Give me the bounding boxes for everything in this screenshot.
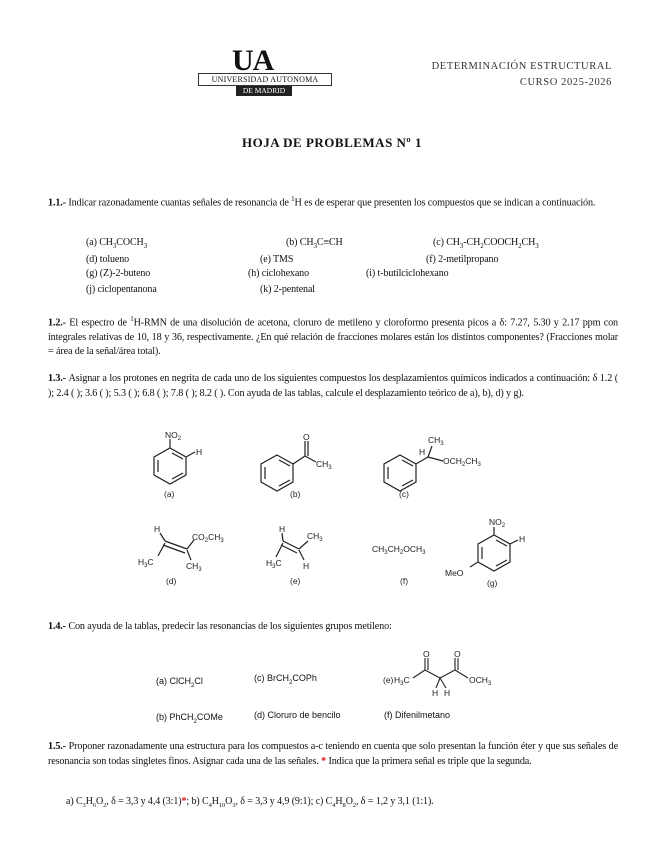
svg-text:CO2CH3: $CO_2CH_3$ xyxy=(192,532,224,544)
struct-g-label: (g) xyxy=(487,578,498,588)
svg-text:NO2: $NO_2$ xyxy=(489,517,506,529)
compound-a: (a) $CH_3COCH_3$ xyxy=(86,237,148,250)
svg-text:H: H xyxy=(154,524,161,534)
problem-1-1-text-b: H es de esperar que presenten los compuestos que se indican a continuación. xyxy=(294,197,596,209)
struct-d-label: (d) xyxy=(166,576,177,586)
course-year: CURSO 2025-2026 xyxy=(519,77,612,88)
compound-g: (g) (Z)-2-buteno xyxy=(86,268,151,279)
logo-ua: UA xyxy=(232,44,274,77)
svg-text:H3C: $H_3C$ xyxy=(266,558,282,570)
svg-text:O: O xyxy=(303,432,310,442)
svg-text:O: O xyxy=(454,649,461,659)
problem-1-5-compounds: a) $C_3H_6O_2$, δ = 3,3 y 4,4 (3:1)*; b) $C_4H_{10}O_3$, δ = 3,3 y 4,9 (9:1); c) $C_4H_8O_2$, δ = 1,2 y 3,1 (1:1). xyxy=(66,796,434,809)
svg-text:CH3: $CH_3$ xyxy=(307,531,323,543)
svg-text:MeO: MeO xyxy=(445,568,464,578)
svg-text:H: H xyxy=(432,688,439,698)
methylene-a: (a) ClCH$_2$Cl xyxy=(156,676,203,689)
problem-1-3: 1.3.- Asignar a los protones en negrita de cada uno de los siguientes compuestos los desplazamientos químicos indicados a continuación: δ 1.2 ( ); 2.4 ( ); 3.6 ( ); 5.3 ( ); 6.8 ( ); 7.8 ( ); 8.2 ( ). Con ayuda de las tablas, calcule el desplazamiento teórico de a), b), d) y g). xyxy=(48,373,618,399)
compound-e: (e) TMS xyxy=(260,254,294,265)
methylene-d: (d) Cloruro de bencilo xyxy=(254,710,341,720)
problem-1-2: 1.2.- El espectro de $^1$H-RMN de una disolución de acetona, cloruro de metileno y cloroformo presenta picos a δ: 7.27, 5.30 y 2.17 ppm con integrales relativas de 10, 18 y 36, respectivamente. ¿En qué relación de fracciones molares están los distintos componentes? (Fracciones molar = área de la señal/área total). xyxy=(48,315,618,358)
compound-j: (j) ciclopentanona xyxy=(86,284,157,295)
problem-1-1-number: 1.1.- xyxy=(48,197,69,209)
struct-g-ring xyxy=(478,535,510,571)
final-star: * xyxy=(181,796,187,807)
problem-1-2-number: 1.2.- xyxy=(48,317,70,329)
compound-b: (b) $CH_3C\equiv CH$ xyxy=(286,237,343,250)
compound-h: (h) ciclohexano xyxy=(248,268,309,279)
svg-text:OCH3: $OCH_3$ xyxy=(469,675,492,687)
svg-text:H: H xyxy=(196,447,203,457)
struct-e-label: (e) xyxy=(290,576,301,586)
struct-c-ring xyxy=(384,455,416,491)
svg-text:H3C: $H_3C$ xyxy=(394,675,410,687)
problem-1-4: 1.4.- Con ayuda de la tablas, predecir las resonancias de los siguientes grupos metileno: xyxy=(48,621,392,632)
struct-f-label: (f) xyxy=(400,576,409,586)
svg-text:OCH2CH3: $OCH_2CH_3$ xyxy=(443,456,481,468)
svg-text:H: H xyxy=(419,447,426,457)
methylene-f: (f) Difenilmetano xyxy=(384,710,451,720)
svg-text:H: H xyxy=(444,688,451,698)
svg-text:(e): (e) xyxy=(383,675,394,685)
problem-1-1-sup: 1 xyxy=(291,195,295,203)
svg-text:CH3: $CH_3$ xyxy=(428,435,444,447)
svg-text:CH3CH2OCH3: $CH_3CH_2OCH_3$ xyxy=(372,544,426,556)
problem-1-5-number: 1.5.- xyxy=(48,741,69,752)
problem-1-3-number: 1.3.- xyxy=(48,373,69,384)
struct-a-label: (a) xyxy=(164,489,175,499)
structures-1-3 xyxy=(0,420,664,600)
svg-text:H: H xyxy=(303,561,310,571)
page-title: HOJA DE PROBLEMAS Nº 1 xyxy=(242,135,422,150)
svg-text:H: H xyxy=(519,534,526,544)
svg-text:H3C: $H_3C$ xyxy=(138,557,154,569)
problem-1-5: 1.5.- Proponer razonadamente una estructura para los compuestos a-c teniendo en cuenta que solo presentan la función éter y que sus señales de resonancia son todas singletes finos. Asignar cada una de las señales. * Indica que la primera señal es triple que la segunda. xyxy=(48,741,618,767)
methylene-b: (b) PhCH$_2$COMe xyxy=(156,712,223,725)
svg-text:H: H xyxy=(279,524,286,534)
svg-text:CH3: $CH_3$ xyxy=(186,561,202,573)
struct-b-label: (b) xyxy=(290,489,301,499)
compound-i: (i) t-butilciclohexano xyxy=(366,268,449,279)
problem-1-1-text-a: Indicar razonadamente cuantas señales de resonancia de xyxy=(68,197,292,209)
logo-line2: DE MADRID xyxy=(236,86,292,96)
methylene-e-structure xyxy=(380,648,520,698)
methylene-c: (c) BrCH$_2$COPh xyxy=(254,673,317,686)
university-logo xyxy=(196,44,336,98)
compound-c: (c) $CH_3-CH_2COOCH_2CH_3$ xyxy=(433,237,539,250)
course-title: DETERMINACIÓN ESTRUCTURAL xyxy=(431,61,612,72)
struct-a-ring xyxy=(154,448,186,484)
struct-b-ring xyxy=(261,455,293,491)
problem-1-4-number: 1.4.- xyxy=(48,621,69,632)
logo-line1: UNIVERSIDAD AUTONOMA xyxy=(198,73,332,86)
compound-k: (k) 2-pentenal xyxy=(260,284,315,295)
note-star: * xyxy=(321,755,327,767)
compound-d: (d) tolueno xyxy=(86,254,130,265)
svg-text:O: O xyxy=(423,649,430,659)
struct-c-label: (c) xyxy=(399,489,409,499)
problem-1-1 xyxy=(48,192,618,211)
compound-f: (f) 2-metilpropano xyxy=(426,254,499,265)
svg-text:CH3: $CH_3$ xyxy=(316,459,332,471)
svg-text:NO2: $NO_2$ xyxy=(165,430,182,442)
